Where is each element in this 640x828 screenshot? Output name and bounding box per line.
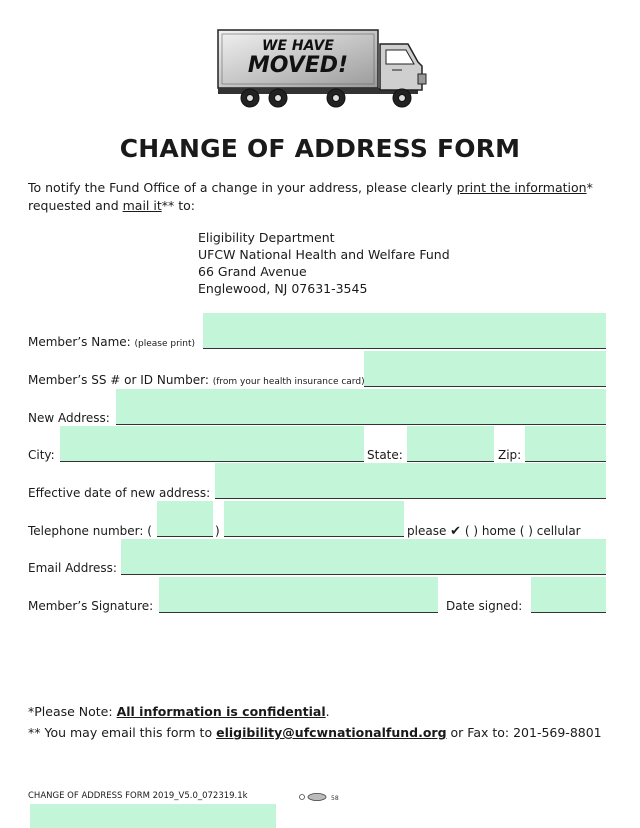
email-fax-note [28,725,602,740]
eligibility-email-link[interactable]: eligibility@ufcwnationalfund.org [216,725,447,740]
new-address-field[interactable] [116,389,606,425]
new-address-label: New Address: [28,411,110,425]
address-line-1: Eligibility Department [198,230,335,245]
mailing-address [198,229,450,297]
ss-id-label-text: Member’s SS # or ID Number: [28,373,209,387]
ss-id-label [28,373,365,387]
note1-prefix: *Please Note: [28,704,113,719]
city-field[interactable] [60,426,364,462]
city-label: City: [28,448,55,462]
banner-line1: WE HAVE [262,38,334,54]
print-information-text: print the information [456,180,587,195]
note1-emphasis: All information is confidential [116,704,326,719]
intro-part2: * requested and [28,180,593,213]
member-name-label [28,335,195,349]
member-name-underline [203,348,606,349]
signature-field[interactable] [159,577,438,613]
zip-underline [525,461,606,462]
date-signed-underline [531,612,606,613]
telephone-label: Telephone number: ( [28,524,152,538]
date-signed-label: Date signed: [446,599,523,613]
intro-part3: ** to: [161,198,195,213]
form-code: CHANGE OF ADDRESS FORM 2019_V5.0_072319.1k [28,791,248,801]
footer-fill-field[interactable] [30,804,276,828]
state-underline [407,461,494,462]
note2-suffix: or Fax to: 201-569-8801 [450,725,602,740]
phone-type-group [407,524,581,539]
address-line-4: Englewood, NJ 07631-3545 [198,281,368,296]
effective-date-label: Effective date of new address: [28,486,211,500]
moved-truck-illustration [212,26,430,110]
city-underline [60,461,364,462]
form-title: CHANGE OF ADDRESS FORM [119,134,521,163]
address-line-2: UFCW National Health and Welfare Fund [198,247,450,262]
effective-date-field[interactable] [215,463,606,499]
address-line-3: 66 Grand Avenue [198,264,307,279]
please-text: please [407,524,447,538]
date-signed-field[interactable] [531,577,606,613]
email-underline [121,574,606,575]
area-code-underline [157,536,213,537]
check-mark-icon: ✔ [450,524,462,539]
email-field[interactable] [121,539,606,575]
zip-label: Zip: [498,448,522,462]
note1-suffix: . [325,704,330,719]
zip-field[interactable] [525,426,606,462]
signature-underline [159,612,438,613]
member-name-label-text: Member’s Name: [28,335,131,349]
ss-id-underline [364,386,606,387]
area-code-field[interactable] [157,501,213,537]
mail-it-text: mail it [122,198,162,213]
home-checkbox[interactable]: ( ) home [464,524,516,538]
new-address-underline [116,424,606,425]
union-code: 58 [331,795,339,802]
union-bug-icon [298,792,342,802]
member-name-field[interactable] [203,313,606,349]
telephone-close-paren: ) [215,524,220,538]
intro-paragraph [28,179,618,215]
phone-number-field[interactable] [224,501,404,537]
member-name-hint: (please print) [134,339,196,349]
state-label: State: [367,448,403,462]
cellular-checkbox[interactable]: ( ) cellular [519,524,581,538]
intro-part1: To notify the Fund Office of a change in your address, please clearly [28,180,457,195]
confidential-note [28,704,330,719]
state-field[interactable] [407,426,494,462]
effective-date-underline [215,498,606,499]
signature-label: Member’s Signature: [28,599,154,613]
banner-line2: MOVED! [247,53,349,78]
note2-prefix: ** You may email this form to [28,725,213,740]
phone-number-underline [224,536,404,537]
ss-id-field[interactable] [364,351,606,387]
email-label: Email Address: [28,561,117,575]
ss-id-hint: (from your health insurance card) [212,377,365,387]
